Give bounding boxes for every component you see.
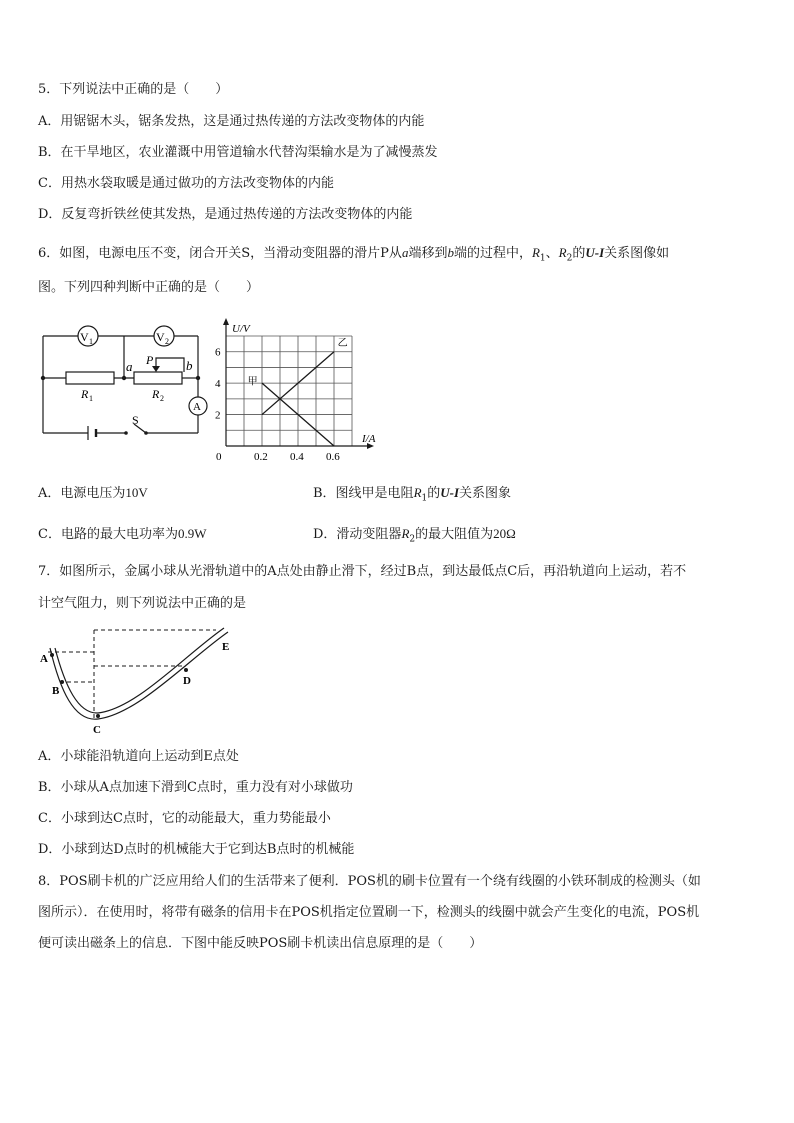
r2-label: R [152,387,160,401]
v2-label: V [156,330,165,344]
q6-option-d-post: 的最大阻值为 [415,527,494,542]
q6-stem-a: a [401,245,409,260]
slider-p-label: P [146,353,154,367]
y-tick-label: 2 [215,409,221,422]
point-a-label: a [126,359,133,374]
q6-stem-r1: R [531,245,540,260]
q6-stem-part3: 端的过程中， [453,246,532,261]
q6-stem-r2: R [558,245,567,260]
r1-label: R [81,387,89,401]
q6-option-d-sub: 2 [409,534,416,545]
series-label-jia: 甲 [247,376,258,388]
track-label-a: A [40,653,48,665]
q8-line3: 便可读出磁条上的信息．下图中能反映POS刷卡机读出信息原理的是（ ） [38,936,483,951]
x-tick-label: 0.6 [326,451,340,462]
q8-line1: 8．POS刷卡机的广泛应用给人们的生活带来了便利．POS机的刷卡位置有一个绕有线圈的小铁环制成的检测头（如 [38,874,701,889]
q6-stem-b: b [447,245,454,260]
track-label-b: B [52,685,60,697]
y-axis-label: U/V [232,323,250,335]
circuit-diagram [36,318,216,444]
point-b [60,680,64,684]
q6-stem-part2: 端移到 [408,246,448,261]
q6-option-d [313,526,516,548]
point-b-label: b [186,358,193,373]
q6-stem-line1 [38,245,669,267]
y-axis-arrow [223,318,229,325]
q6-option-c-value: 0.9W [177,526,207,541]
q6-option-c [38,526,206,543]
r2-sub: 2 [160,394,164,403]
q6-option-a-text: A．电源电压为 [38,486,126,501]
junction-b [196,376,200,380]
track-inner [55,628,224,713]
ammeter-label: A [193,401,201,413]
point-c [96,714,100,718]
q7-stem-line2: 计空气阻力，则下列说法中正确的是 [38,596,247,611]
q6-option-b-mid: 的 [427,486,441,501]
track-diagram [38,620,234,738]
y-tick-label: 4 [215,378,221,391]
q7-option-a: A．小球能沿轨道向上运动到E点处 [38,749,239,764]
q5-option-d: D．反复弯折铁丝使其发热，是通过热传递的方法改变物体的内能 [38,207,413,222]
q6-option-d-r: R [401,526,410,541]
q6-option-b-sub: 1 [421,493,428,504]
point-a [50,653,54,657]
q6-stem-part4: 的 [572,246,586,261]
q6-option-d-value: 20Ω [493,526,516,541]
v1-label: V [80,330,89,344]
q6-option-c-text: C．电路的最大电功率为 [38,527,178,542]
q6-option-b-ui: U-I [440,485,460,500]
q6-option-d-text: D．滑动变阻器 [313,527,402,542]
switch-contact [124,431,128,435]
q6-option-a [38,485,148,502]
q5-option-a: A．用锯锯木头，锯条发热，这是通过热传递的方法改变物体的内能 [38,114,425,129]
resistor-r1 [66,372,114,384]
q5-stem: 5．下列说法中正确的是（ ） [38,82,229,97]
resistor-r2 [134,372,182,384]
track-label-c: C [93,724,101,736]
q6-stem-r2-sub: 2 [566,253,573,264]
v2-sub: 2 [165,337,169,346]
track-label-d: D [183,675,191,687]
junction-left [41,376,45,380]
switch-pivot [144,431,148,435]
x-axis-label: I/A [362,433,376,445]
r1-sub: 1 [89,394,93,403]
q5-option-b: B．在干旱地区，农业灌溉中用管道输水代替沟渠输水是为了减慢蒸发 [38,145,438,160]
q6-stem-ui: U-I [585,245,605,260]
x-tick-label: 0 [216,451,222,462]
track-label-e: E [222,641,230,653]
series-label-yi: 乙 [337,338,348,350]
v1-sub: 1 [89,337,93,346]
ui-chart [210,312,390,462]
x-tick-label: 0.4 [290,451,304,462]
q7-option-c: C．小球到达C点时，它的动能最大，重力势能最小 [38,811,331,826]
q7-option-d: D．小球到达D点时的机械能大于它到达B点时的机械能 [38,842,355,857]
slider-wire [156,358,184,372]
q6-option-b [313,485,511,507]
point-d [184,668,188,672]
switch-label: S [132,413,139,427]
q6-stem-line2: 图。下列四种判断中正确的是（ ） [38,280,260,295]
q6-stem-r1-sub: 1 [539,253,546,264]
q7-option-b: B．小球从A点加速下滑到C点时，重力没有对小球做功 [38,780,353,795]
q5-option-c: C．用热水袋取暖是通过做功的方法改变物体的内能 [38,176,334,191]
q6-option-b-text: B．图线甲是电阻 [313,486,414,501]
q6-stem-part1: 6．如图，电源电压不变，闭合开关S，当滑动变阻器的滑片P从 [38,246,402,261]
y-tick-label: 6 [215,346,221,359]
q6-stem-part5: 关系图像如 [604,246,670,261]
q8-line2: 图所示）．在使用时，将带有磁条的信用卡在POS机指定位置刷一下，检测头的线圈中就会产生变化的电流，POS机 [38,905,700,920]
x-tick-label: 0.2 [254,451,268,462]
q6-option-a-value: 10V [125,485,148,500]
q7-stem-line1: 7．如图所示，金属小球从光滑轨道中的A点处由静止滑下，经过B点，到达最低点C后，再沿轨道向上运动，若不 [38,564,687,579]
q6-option-b-post: 关系图象 [459,486,512,501]
q6-option-b-r: R [413,485,422,500]
q6-stem-sep: 、 [545,246,559,261]
junction-a [122,376,126,380]
